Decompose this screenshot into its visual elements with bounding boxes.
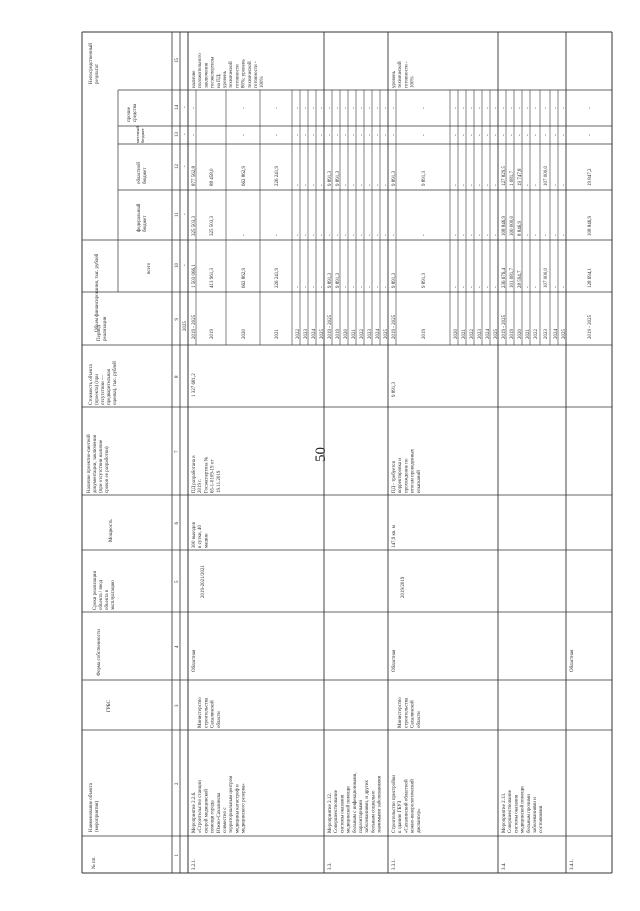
header-local: местныйбюджет <box>135 126 145 143</box>
amount-federal: - <box>304 234 309 236</box>
amount-regional: - <box>462 184 467 186</box>
object-name: Мероприятие 2.12.Совершенствованиесистемы оказаниямедицинской помощибольным с инфекционными,паразитарнымизаболеваниями, и другихбольным социальнозначимыми заболеваниями <box>328 772 383 833</box>
amount-local: - <box>360 134 365 136</box>
amount-local: - <box>320 134 325 136</box>
amount-regional: - <box>376 184 381 186</box>
amount-regional: 19 847,2 <box>588 168 593 186</box>
amount-federal: 8 846,9 <box>518 221 523 236</box>
amount-local: - <box>478 134 483 136</box>
amount-other: - <box>486 107 491 109</box>
amount-regional: - <box>454 184 459 186</box>
column-number: 8 <box>175 375 180 378</box>
amount-total: 226 241,9 <box>275 268 280 288</box>
period: 2024 <box>554 329 559 339</box>
amount-local: - <box>502 134 507 136</box>
amount-total: - <box>296 286 301 288</box>
amount-local: - <box>494 134 499 136</box>
period: 2019 <box>510 329 515 339</box>
amount-other: - <box>183 106 188 108</box>
amount-other: - <box>510 107 515 109</box>
amount-federal: - <box>478 234 483 236</box>
amount-other: - <box>526 107 531 109</box>
amount-other: - <box>352 107 357 109</box>
amount-regional: - <box>368 184 373 186</box>
amount-other: - <box>470 107 475 109</box>
amount-regional: - <box>534 184 539 186</box>
amount-total: - <box>312 286 317 288</box>
amount-federal: 108 846,9 <box>588 216 593 236</box>
terms: 2019/2019 <box>401 576 407 598</box>
amount-regional: - <box>486 184 491 186</box>
header-result: Непосредственныйрезультат <box>89 43 100 84</box>
amount-total: 1 503 066,1 <box>192 264 197 288</box>
column-number: 5 <box>175 580 180 583</box>
period: 2020 <box>242 329 247 339</box>
amount-regional: 9 891,3 <box>392 171 397 186</box>
amount-total: - <box>376 286 381 288</box>
amount-local: - <box>312 134 317 136</box>
object-cost: 9 891,3 <box>392 382 397 397</box>
amount-federal: - <box>352 234 357 236</box>
amount-total: - <box>360 286 365 288</box>
amount-total: 107 000,0 <box>544 268 549 288</box>
amount-regional: 662 862,9 <box>242 166 247 186</box>
amount-other: - <box>344 107 349 109</box>
period: 2024 <box>376 329 381 339</box>
amount-regional: - <box>384 184 389 186</box>
amount-other: - <box>454 107 459 109</box>
psd-status: ПД разработана в2019 г.Госэкспертиза №65-1-0109-19 от19.11.2019 <box>192 455 222 493</box>
amount-other: - <box>360 107 365 109</box>
amount-regional: 9 891,3 <box>422 171 427 186</box>
column-number: 7 <box>175 450 180 453</box>
amount-other: - <box>562 107 567 109</box>
grbs: МинистерствостроительстваСахалинскойобласти <box>198 697 222 728</box>
period: 2021 <box>462 329 467 339</box>
amount-total: - <box>494 286 499 288</box>
amount-total: - <box>344 286 349 288</box>
row-number: 3.3. <box>328 862 333 870</box>
amount-regional: - <box>360 184 365 186</box>
amount-local: - <box>454 134 459 136</box>
amount-total: 413 961,3 <box>210 268 215 288</box>
row-number: 3.3.1. <box>392 858 397 870</box>
column-number: 15 <box>175 58 180 63</box>
column-number: 11 <box>175 212 180 217</box>
period: 2019 <box>336 329 341 339</box>
amount-regional: - <box>320 184 325 186</box>
amount-local: - <box>275 134 280 136</box>
amount-regional: - <box>312 184 317 186</box>
amount-other: - <box>544 107 549 109</box>
amount-regional: 127 829,5 <box>502 166 507 186</box>
amount-federal: - <box>470 234 475 236</box>
header-grbs: ГРБС <box>107 700 112 712</box>
amount-other: - <box>336 107 341 109</box>
capacity: 147,9 кв. м <box>392 525 397 548</box>
column-number: 13 <box>175 132 180 137</box>
amount-regional: 1 081,7 <box>510 171 515 186</box>
row-number: 3.4. <box>502 862 507 870</box>
amount-total: - <box>562 286 567 288</box>
amount-other: - <box>534 107 539 109</box>
amount-federal: 325 503,3 <box>210 216 215 236</box>
header-cost: Стоимость объекта(проекта) (приотсутствии —предварительнаяоценка), тыс. рублей <box>89 361 118 405</box>
amount-local: - <box>526 134 531 136</box>
amount-total: - <box>534 286 539 288</box>
amount-other: - <box>494 107 499 109</box>
amount-federal: - <box>462 234 467 236</box>
header-terms: Сроки реализацииобъекта / вводобъекта вэксплуатацию <box>93 570 116 610</box>
amount-other: - <box>376 107 381 109</box>
amount-local: - <box>554 134 559 136</box>
amount-local: - <box>304 134 309 136</box>
amount-local: - <box>328 134 333 136</box>
amount-federal: - <box>320 234 325 236</box>
amount-regional: - <box>562 184 567 186</box>
amount-total: - <box>526 286 531 288</box>
header-total: всего <box>147 262 152 274</box>
amount-local: - <box>376 134 381 136</box>
amount-regional: - <box>352 184 357 186</box>
header-name: Наименование объекта(мероприятия) <box>89 783 100 832</box>
amount-local: - <box>296 134 301 136</box>
amount-federal: - <box>183 213 188 215</box>
period: 2024 <box>312 329 317 339</box>
period: 2023 <box>368 329 373 339</box>
amount-total: 101 081,7 <box>510 268 515 288</box>
amount-total: - <box>478 286 483 288</box>
amount-total: 9 891,3 <box>336 273 341 288</box>
period: 2020 <box>344 329 349 339</box>
amount-federal: - <box>562 234 567 236</box>
amount-total: 128 694,1 <box>588 268 593 288</box>
amount-federal: - <box>275 234 280 236</box>
capacity: 300 выездовв сутки, 40машин <box>192 521 210 548</box>
header-federal: федеральныйбюджет <box>137 203 148 232</box>
amount-other: - <box>192 107 197 109</box>
period: 2022 <box>360 329 365 339</box>
ownership: Областная <box>392 649 397 672</box>
amount-total: - <box>486 286 491 288</box>
amount-other: - <box>462 107 467 109</box>
header-psd: Наличие проектно-сметнойдокументации, заключения(при отсутствии наличиесроков ее разработки) <box>87 434 110 493</box>
ownership: Областная <box>192 649 197 672</box>
amount-other: - <box>392 107 397 109</box>
amount-local: - <box>562 134 567 136</box>
amount-local: - <box>544 134 549 136</box>
amount-federal: - <box>360 234 365 236</box>
amount-total: - <box>454 286 459 288</box>
amount-federal: - <box>544 234 549 236</box>
amount-regional: - <box>344 184 349 186</box>
column-number: 14 <box>175 105 180 110</box>
header-regional: областнойбюджет <box>137 162 148 184</box>
column-number: 4 <box>175 645 180 648</box>
amount-local: - <box>470 134 475 136</box>
header-capacity: Мощность <box>109 519 114 542</box>
amount-federal: - <box>454 234 459 236</box>
amount-total: 9 891,3 <box>392 273 397 288</box>
period: 2019 - 2025 <box>392 314 397 339</box>
amount-federal: - <box>554 234 559 236</box>
amount-local: - <box>510 134 515 136</box>
amount-federal: - <box>534 234 539 236</box>
amount-total: 9 891,3 <box>328 273 333 288</box>
amount-federal: - <box>368 234 373 236</box>
amount-total: - <box>368 286 373 288</box>
amount-other: - <box>502 107 507 109</box>
amount-total: 662 862,9 <box>242 268 247 288</box>
amount-other: - <box>328 107 333 109</box>
amount-other: - <box>368 107 373 109</box>
page-number: 50 <box>313 447 329 462</box>
amount-total: - <box>352 286 357 288</box>
amount-other: - <box>554 107 559 109</box>
amount-regional: 9 891,3 <box>336 171 341 186</box>
amount-federal: - <box>242 234 247 236</box>
amount-regional: - <box>478 184 483 186</box>
row-number: 3.2.1. <box>192 858 197 870</box>
grbs: МинистерствостроительстваСахалинскойобласти <box>398 697 422 728</box>
amount-total: - <box>470 286 475 288</box>
column-number: 3 <box>175 704 180 707</box>
period: 2021 <box>526 329 531 339</box>
header-period: Периодреализации <box>97 316 108 341</box>
amount-federal: - <box>296 234 301 236</box>
amount-regional: - <box>183 165 188 167</box>
amount-regional: 19 747,8 <box>518 168 523 186</box>
ownership: Областная <box>570 649 575 672</box>
period: 2019 - 2025 <box>192 314 197 339</box>
amount-total: - <box>462 286 467 288</box>
amount-other: - <box>478 107 483 109</box>
amount-federal: - <box>526 234 531 236</box>
amount-total: 236 676,4 <box>502 268 507 288</box>
amount-federal: - <box>336 234 341 236</box>
psd-status: ПД - требуетсякорректировка ипрохождение поитогам проведенныхизысканий <box>392 448 422 493</box>
period: 2021 <box>275 329 280 339</box>
amount-regional: - <box>554 184 559 186</box>
amount-other: - <box>275 107 280 109</box>
amount-other: - <box>242 107 247 109</box>
column-number: 1 <box>175 854 180 857</box>
amount-total: - <box>320 286 325 288</box>
amount-federal: - <box>486 234 491 236</box>
period: 2019 <box>210 329 215 339</box>
amount-local: - <box>588 134 593 136</box>
amount-other: - <box>422 107 427 109</box>
object-name: Мероприятие 2.13.Совершенствованиесистемы оказаниямедицинской помощибольным прочимизаболеваниями исостояниями <box>502 786 545 833</box>
amount-federal: 325 503,3 <box>192 216 197 236</box>
column-number: 2 <box>175 782 180 785</box>
object-cost: 1 327 681,2 <box>192 373 197 397</box>
amount-local: - <box>352 134 357 136</box>
amount-local: - <box>392 134 397 136</box>
amount-other: - <box>588 107 593 109</box>
amount-federal: - <box>494 234 499 236</box>
period: 2025 <box>494 329 499 339</box>
period: 2022 <box>534 329 539 339</box>
amount-local: - <box>183 133 188 135</box>
period: 2025 <box>562 329 567 339</box>
amount-regional: 107 000,0 <box>544 166 549 186</box>
amount-other: - <box>296 107 301 109</box>
period: 2022 <box>296 329 301 339</box>
period: 2022 <box>470 329 475 339</box>
amount-local: - <box>384 134 389 136</box>
period: 2019 - 2025 <box>588 314 593 339</box>
amount-total: - <box>304 286 309 288</box>
period: 2019 - 2025 <box>328 314 333 339</box>
object-name: Строительство пристройкик зданию ГБУЗ«Сахалинский областнойкожно-венерологическийдиспансер» <box>392 775 422 833</box>
amount-local: - <box>192 134 197 136</box>
amount-total: - <box>183 264 188 266</box>
direct-result: уровеньтехническойготовности -100% <box>392 61 416 88</box>
amount-federal: - <box>344 234 349 236</box>
period: 2019 <box>422 329 427 339</box>
amount-local: - <box>368 134 373 136</box>
period: 2023 <box>304 329 309 339</box>
amount-regional: - <box>494 184 499 186</box>
amount-local: - <box>422 134 427 136</box>
amount-regional: 9 891,3 <box>328 171 333 186</box>
header-owner: Форма собственности <box>97 629 102 676</box>
amount-other: - <box>304 107 309 109</box>
period: 2023 <box>544 329 549 339</box>
terms: 2019-2021/2021 <box>201 564 207 598</box>
amount-total: 9 891,3 <box>422 273 427 288</box>
direct-result: наличиеположительногозаключениягосэкспертизына ПД;уровеньтехническойготовности80%; уровеньтехническойготовности -100% <box>192 53 266 88</box>
amount-regional: 88 458,0 <box>210 168 215 186</box>
period: 2025 <box>183 321 188 331</box>
column-number: 10 <box>175 263 180 268</box>
amount-regional: - <box>296 184 301 186</box>
amount-other: - <box>320 107 325 109</box>
amount-other: - <box>384 107 389 109</box>
amount-local: - <box>336 134 341 136</box>
column-number: 6 <box>175 522 180 525</box>
header-num: № пп. <box>92 856 97 869</box>
amount-regional: - <box>470 184 475 186</box>
amount-regional: 226 241,9 <box>275 166 280 186</box>
period: 2021 <box>352 329 357 339</box>
header-funding-group: Объем финансирования, тыс. рублей <box>95 253 100 332</box>
amount-local: - <box>486 134 491 136</box>
period: 2025 <box>384 329 389 339</box>
amount-regional: - <box>304 184 309 186</box>
row-number: 3.4.1. <box>570 858 575 870</box>
amount-federal: - <box>328 234 333 236</box>
column-number: 9 <box>175 318 180 321</box>
header-other: прочиесредства <box>127 103 138 122</box>
amount-other: - <box>518 107 523 109</box>
period: 2019 - 2025 <box>502 314 507 339</box>
period: 2020 <box>518 329 523 339</box>
amount-regional: 877 562,8 <box>192 166 197 186</box>
amount-total: - <box>554 286 559 288</box>
amount-federal: - <box>376 234 381 236</box>
amount-regional: - <box>526 184 531 186</box>
amount-federal: - <box>384 234 389 236</box>
amount-local: - <box>534 134 539 136</box>
amount-federal: 100 000,0 <box>510 216 515 236</box>
amount-local: - <box>462 134 467 136</box>
column-number: 12 <box>175 164 180 169</box>
object-name: Мероприятие 2.2.6.«Строительство станциискорой медицинскойпомощи городаЮжно-Сахалинскасовместно стерриториальным центроммедицины катастроф имедицинского резерва» <box>192 775 247 833</box>
period: 2020 <box>454 329 459 339</box>
amount-federal: - <box>392 234 397 236</box>
amount-other: - <box>312 107 317 109</box>
period: 2023 <box>478 329 483 339</box>
amount-local: - <box>518 134 523 136</box>
amount-federal: - <box>422 234 427 236</box>
period: 2025 <box>320 329 325 339</box>
amount-federal: 108 846,9 <box>502 216 507 236</box>
amount-federal: - <box>312 234 317 236</box>
period: 2024 <box>486 329 491 339</box>
amount-total: - <box>384 286 389 288</box>
amount-local: - <box>242 134 247 136</box>
amount-total: 28 594,7 <box>518 270 523 288</box>
amount-local: - <box>344 134 349 136</box>
